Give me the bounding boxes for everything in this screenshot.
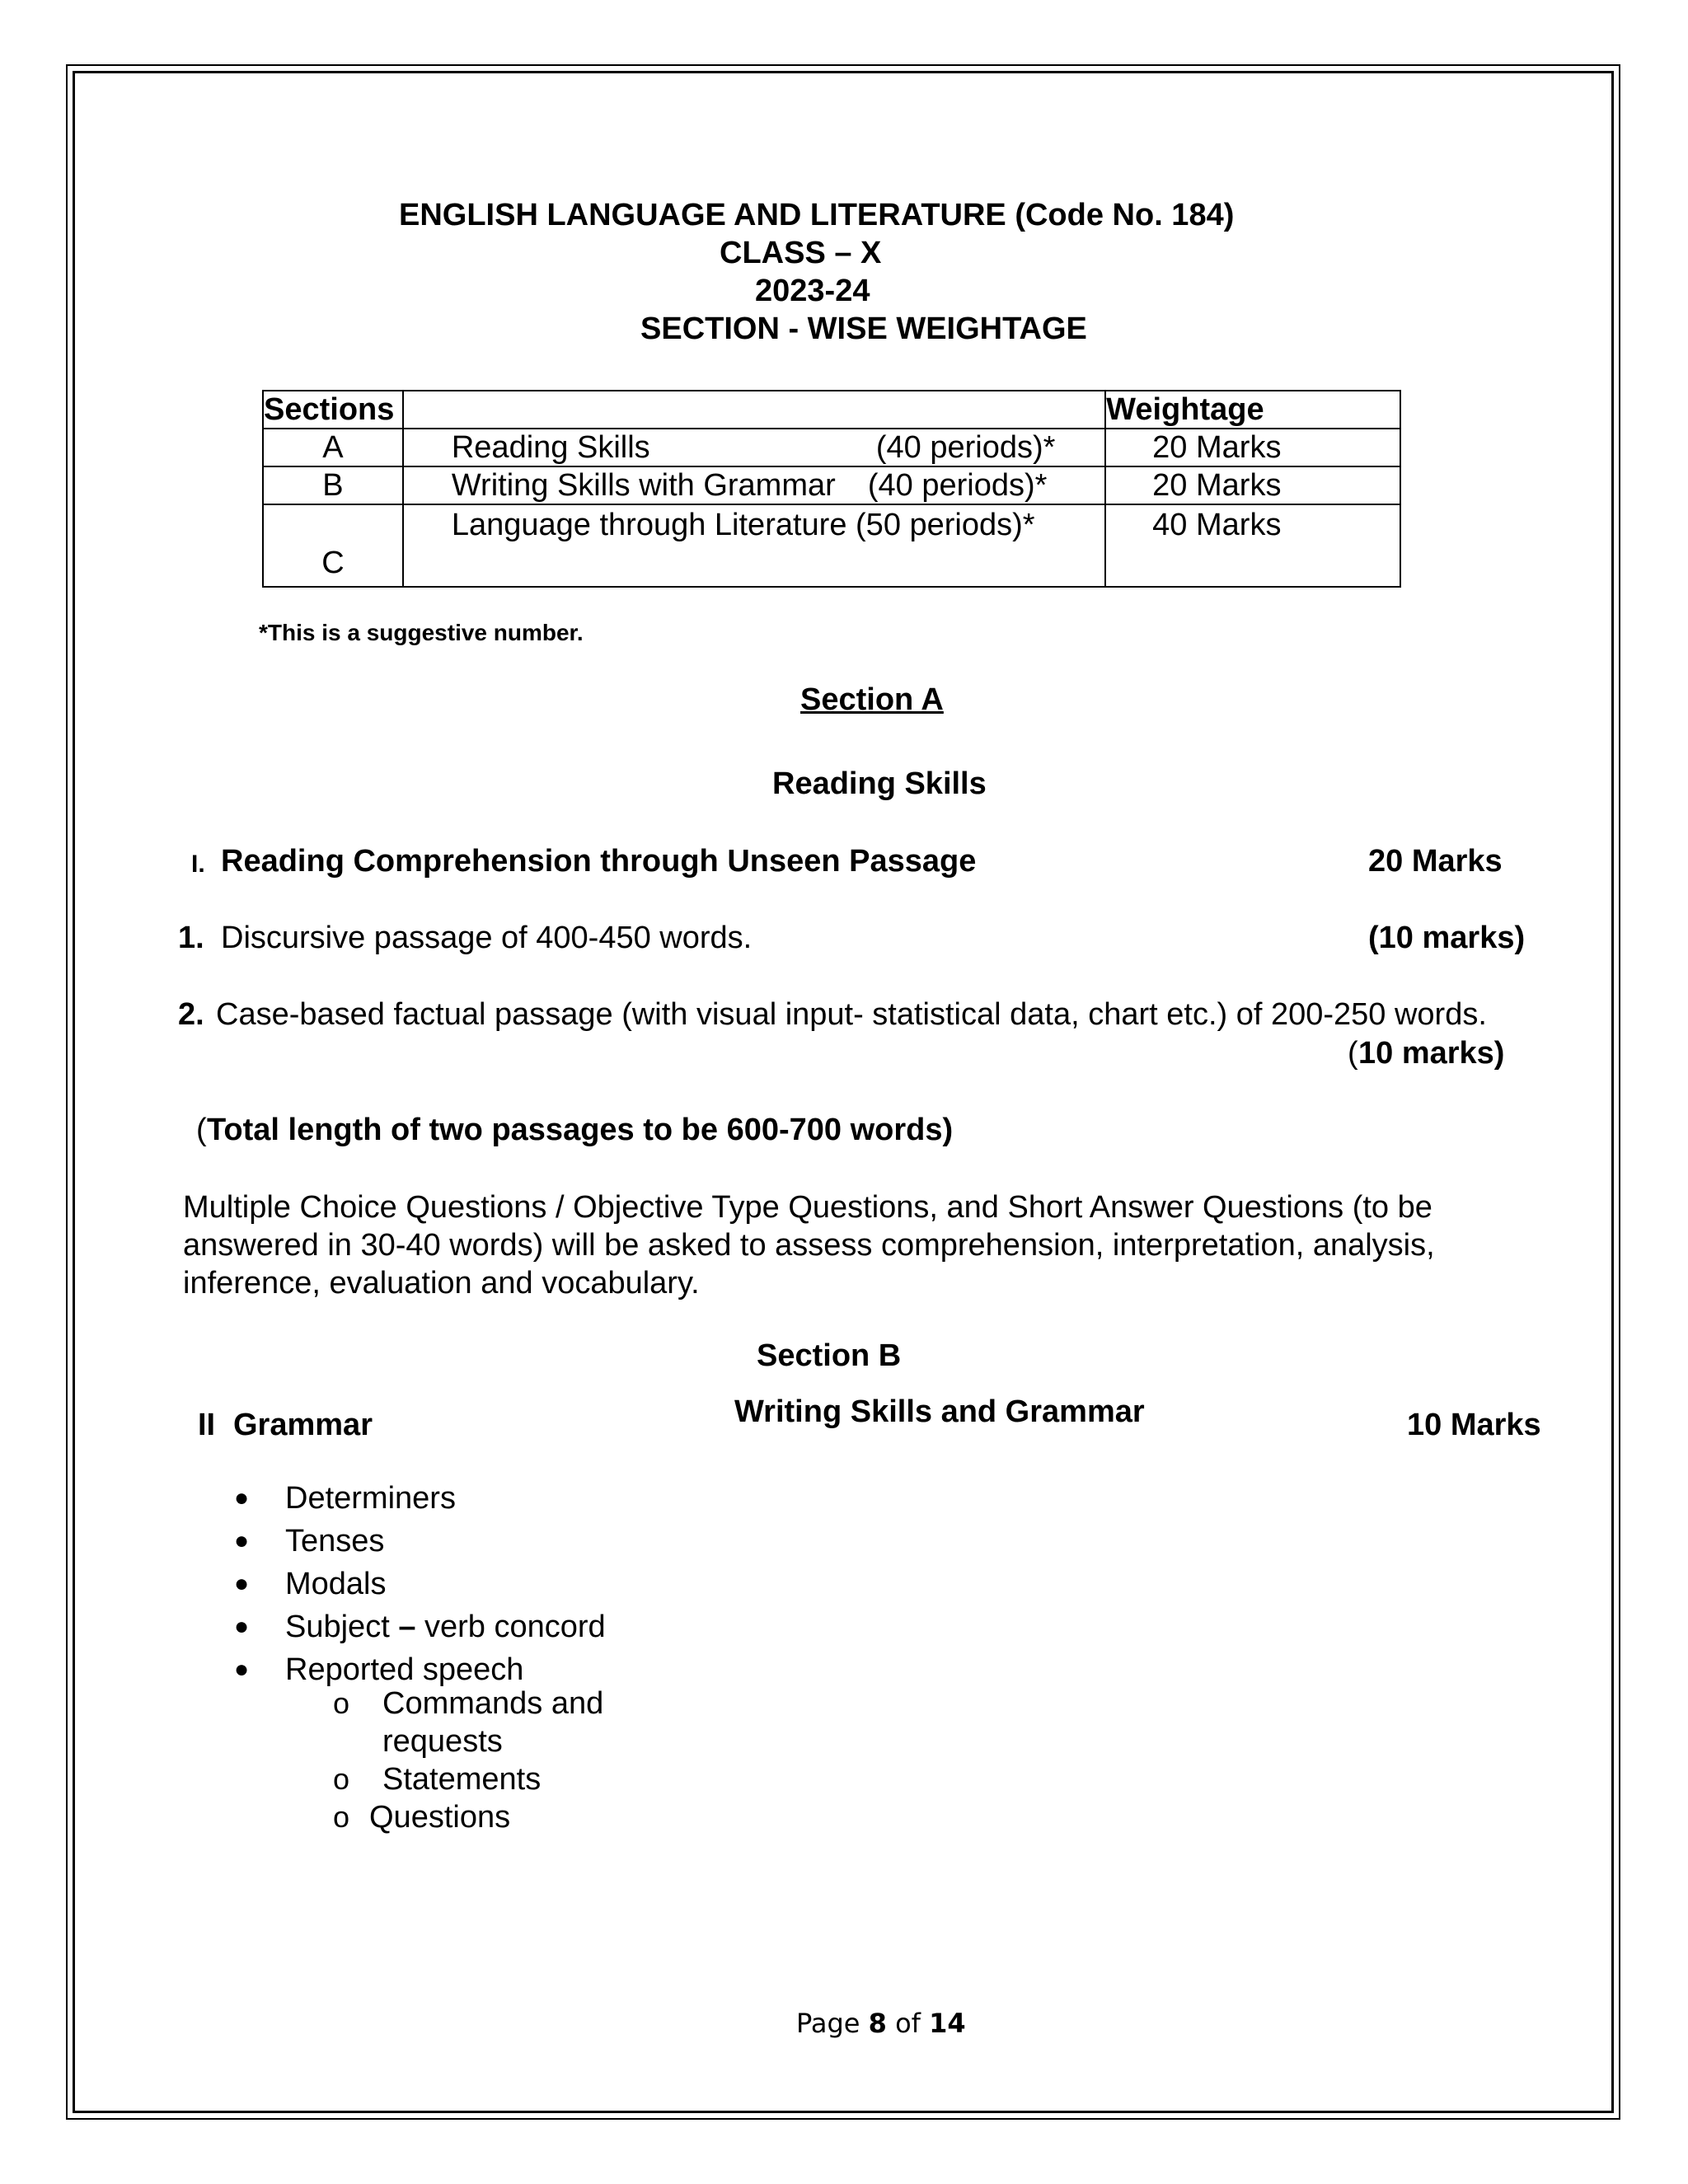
- list-item: ● Determiners: [234, 1477, 606, 1520]
- section-b-heading: Section B: [757, 1338, 902, 1373]
- section-periods: (40 periods)*: [875, 430, 1056, 465]
- sub-list-item: o Commands and: [333, 1686, 604, 1721]
- item-title: Grammar: [233, 1408, 373, 1442]
- class-label: CLASS – X: [720, 236, 882, 270]
- point-number: 1.: [178, 921, 204, 955]
- section-name: Reading Skills: [451, 430, 650, 465]
- point-number: 2.: [178, 997, 204, 1032]
- bullet-icon: ●: [234, 1613, 250, 1640]
- list-item: ● Modals: [234, 1563, 606, 1605]
- bullet-icon: ●: [234, 1527, 250, 1554]
- section-weightage: 40 Marks: [1105, 504, 1400, 587]
- description-line: Multiple Choice Questions / Objective Type Questions, and Short Answer Questions (to be: [183, 1190, 1432, 1225]
- point-text: Discursive passage of 400-450 words.: [221, 921, 753, 955]
- section-letter: B: [263, 466, 403, 504]
- section-a-subheading: Reading Skills: [772, 766, 987, 801]
- grammar-topic-list: [234, 1477, 606, 1691]
- circle-bullet-icon: o: [333, 1800, 350, 1834]
- section-periods: (40 periods)*: [867, 468, 1048, 503]
- header-weightage: Weightage: [1105, 391, 1400, 429]
- academic-year: 2023-24: [755, 274, 870, 308]
- section-weightage: 20 Marks: [1105, 466, 1400, 504]
- document-title: ENGLISH LANGUAGE AND LITERATURE (Code No. 184): [399, 198, 1235, 232]
- item-number: I.: [191, 851, 205, 878]
- table-header-row: [263, 391, 1400, 429]
- bullet-icon: ●: [234, 1656, 250, 1683]
- section-name: Writing Skills with Grammar: [451, 468, 836, 503]
- circle-bullet-icon: o: [333, 1762, 350, 1796]
- description-line: inference, evaluation and vocabulary.: [183, 1266, 700, 1301]
- footnote: *This is a suggestive number.: [259, 620, 584, 645]
- section-periods: (50 periods)*: [856, 508, 1035, 542]
- bullet-icon: ●: [234, 1484, 250, 1511]
- section-letter: A: [263, 429, 403, 466]
- total-length-paren: (: [196, 1113, 207, 1147]
- list-item: ● Reported speech: [234, 1648, 606, 1691]
- point-marks: 10 marks): [1358, 1036, 1505, 1071]
- total-length-note: Total length of two passages to be 600-700 words): [207, 1113, 954, 1147]
- sub-list-item: o Questions: [333, 1800, 511, 1835]
- page-number: Page 8 of 14: [796, 2008, 966, 2039]
- sub-list-item: o Statements: [333, 1762, 542, 1797]
- header-empty: [403, 391, 1105, 429]
- item-title: Reading Comprehension through Unseen Passage: [221, 844, 977, 879]
- section-a-heading: Section A: [800, 682, 944, 717]
- header-sections: Sections: [263, 391, 403, 429]
- point-text: Case-based factual passage (with visual input- statistical data, chart etc.) of 200-250 words.: [216, 997, 1487, 1032]
- point-marks: (10 marks): [1368, 921, 1526, 955]
- sub-list-item-continued: requests: [382, 1724, 503, 1759]
- weightage-table: [262, 390, 1401, 588]
- section-weightage-heading: SECTION - WISE WEIGHTAGE: [640, 312, 1087, 346]
- description-line: answered in 30-40 words) will be asked to assess comprehension, interpretation, analysis,: [183, 1228, 1435, 1263]
- table-row: [263, 466, 1400, 504]
- section-weightage: 20 Marks: [1105, 429, 1400, 466]
- section-letter: C: [263, 504, 403, 587]
- table-row: [263, 429, 1400, 466]
- table-row: [263, 504, 1400, 587]
- list-item: ● Subject – verb concord: [234, 1605, 606, 1648]
- item-marks: 20 Marks: [1368, 844, 1503, 879]
- point-marks-paren: (: [1348, 1036, 1358, 1071]
- page-border-inner: [73, 71, 1614, 2113]
- list-item: ● Tenses: [234, 1520, 606, 1563]
- section-b-subheading: Writing Skills and Grammar: [734, 1394, 1145, 1429]
- section-name: Language through Literature: [451, 508, 847, 542]
- circle-bullet-icon: o: [333, 1686, 350, 1720]
- item-number: II: [198, 1408, 216, 1442]
- item-marks: 10 Marks: [1407, 1408, 1541, 1442]
- bullet-icon: ●: [234, 1570, 250, 1597]
